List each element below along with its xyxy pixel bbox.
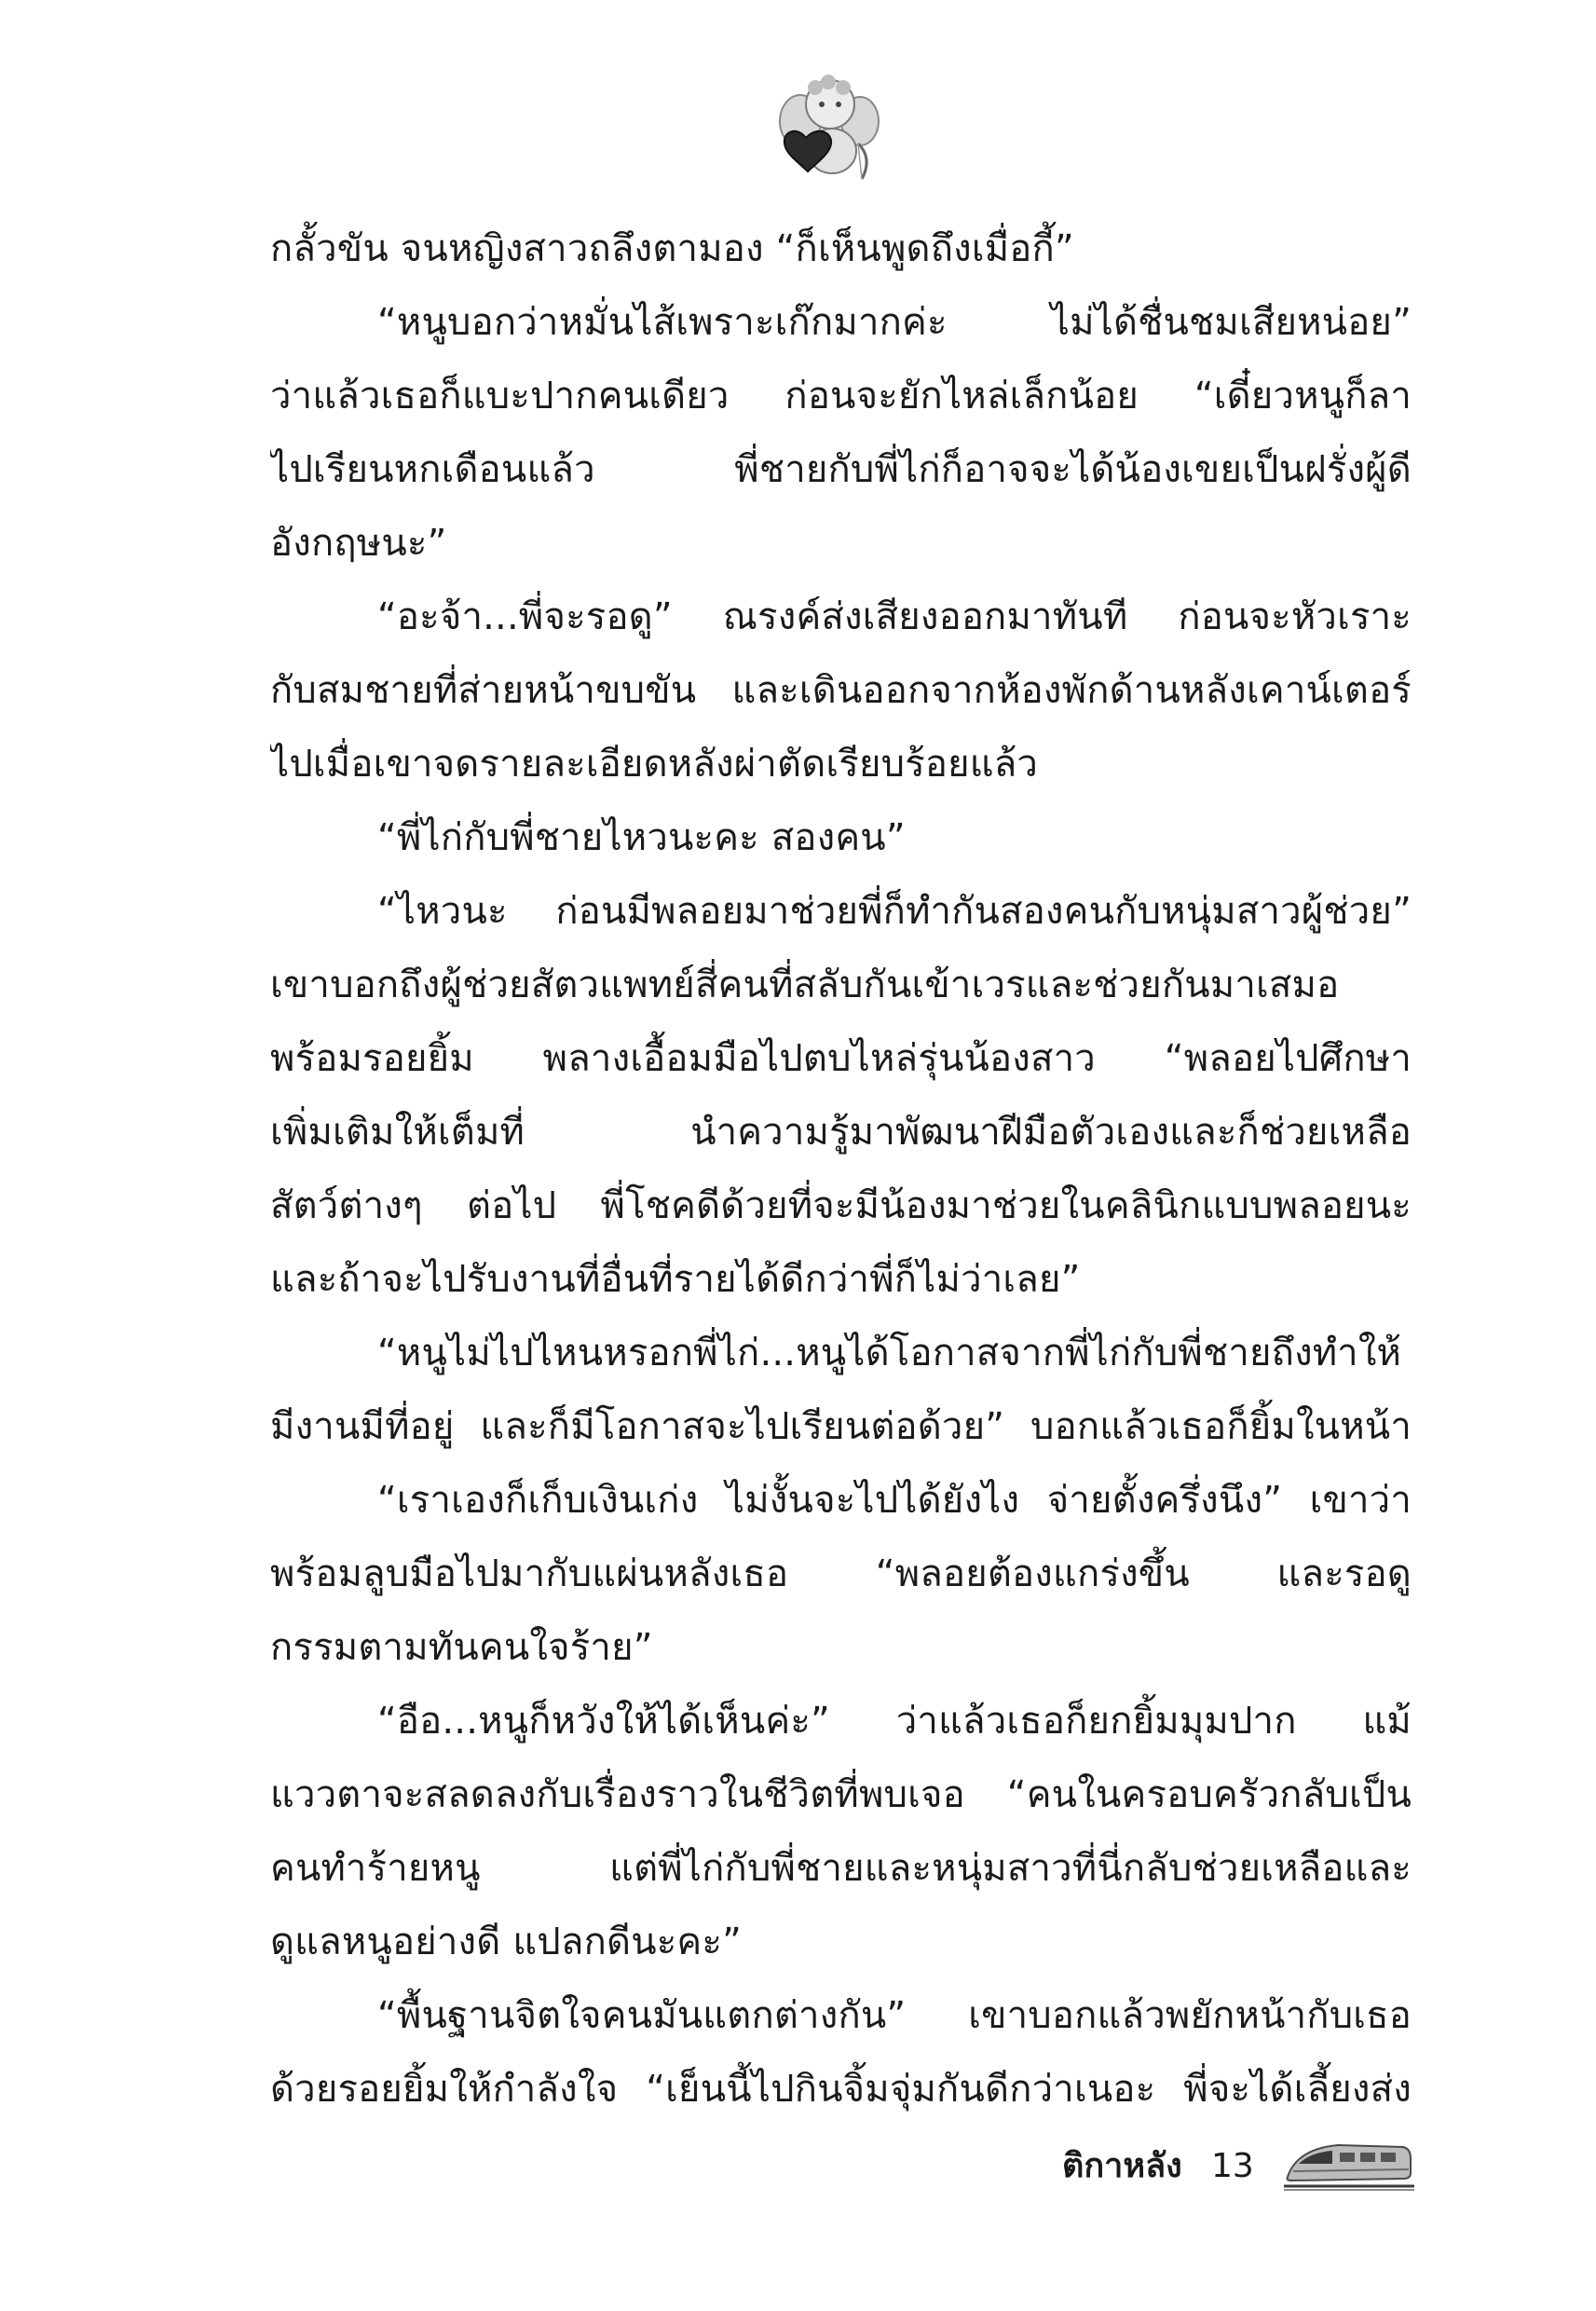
book-title: ติกาหลัง <box>1062 2147 1182 2185</box>
text-line: “หนูไม่ไปไหนหรอกพี่ไก่...หนูได้โอกาสจากพี่ไก่กับพี่ชายถึงทำให้ <box>377 1332 1402 1374</box>
text-line: อังกฤษนะ” <box>270 522 447 565</box>
text-line: ดูแลหนูอย่างดี แปลกดีนะคะ” <box>270 1921 742 1963</box>
text-line: ว่าแล้วเธอก็แบะปากคนเดียว ก่อนจะยักไหล่เล็กน้อย “เดี๋ยวหนูก็ลา <box>270 375 1412 417</box>
text-line: พร้อมรอยยิ้ม พลางเอื้อมมือไปตบไหล่รุ่นน้องสาว “พลอยไปศึกษา <box>270 1037 1412 1080</box>
page-number: 13 <box>1211 2147 1254 2185</box>
text-line: เพิ่มเติมให้เต็มที่ นำความรู้มาพัฒนาฝีมือตัวเองและก็ช่วยเหลือ <box>270 1111 1412 1154</box>
text-line: เขาบอกถึงผู้ช่วยสัตวแพทย์สี่คนที่สลับกันเข้าเวรและช่วยกันมาเสมอ <box>270 964 1340 1006</box>
text-line: สัตว์ต่างๆ ต่อไป พี่โชคดีด้วยที่จะมีน้องมาช่วยในคลินิกแบบพลอยนะ <box>270 1184 1412 1227</box>
text-line: คนทำร้ายหนู แต่พี่ไก่กับพี่ชายและหนุ่มสาวที่นี่กลับช่วยเหลือและ <box>270 1847 1412 1890</box>
text-line: “เราเองก็เก็บเงินเก่ง ไม่งั้นจะไปได้ยังไง จ่ายตั้งครึ่งนึง” เขาว่า <box>377 1479 1412 1522</box>
text-line: กรรมตามทันคนใจร้าย” <box>270 1626 653 1669</box>
text-line: พร้อมลูบมือไปมากับแผ่นหลังเธอ “พลอยต้องแกร่งขึ้น และรอดู <box>270 1552 1412 1595</box>
text-line: และถ้าจะไปรับงานที่อื่นที่รายได้ดีกว่าพี่ก็ไม่ว่าเลย” <box>270 1258 1081 1301</box>
text-line: ด้วยรอยยิ้มให้กำลังใจ “เย็นนี้ไปกินจิ้มจุ่มกันดีกว่าเนอะ พี่จะได้เลี้ยงส่ง <box>270 2068 1412 2111</box>
text-line: มีงานมีที่อยู่ และก็มีโอกาสจะไปเรียนต่อด้วย” บอกแล้วเธอก็ยิ้มในหน้า <box>270 1405 1412 1448</box>
text-line: ไปเมื่อเขาจดรายละเอียดหลังผ่าตัดเรียบร้อยแล้ว <box>270 743 1039 786</box>
text-line: “พื้นฐานจิตใจคนมันแตกต่างกัน” เขาบอกแล้วพยักหน้ากับเธอ <box>377 1994 1412 2037</box>
text-line: “อือ...หนูก็หวังให้ได้เห็นค่ะ” ว่าแล้วเธอก็ยกยิ้มมุมปาก แม้ <box>377 1700 1412 1743</box>
text-line: “พี่ไก่กับพี่ชายไหวนะคะ สองคน” <box>377 816 906 859</box>
body-text <box>270 212 1412 2151</box>
text-line: “อะจ้า...พี่จะรอดู” ณรงค์ส่งเสียงออกมาทันที ก่อนจะหัวเราะ <box>377 595 1412 638</box>
text-line: กับสมชายที่ส่ายหน้าขบขัน และเดินออกจากห้องพักด้านหลังเคาน์เตอร์ <box>270 669 1412 712</box>
text-line: กลั้วขัน จนหญิงสาวถลึงตามอง “ก็เห็นพูดถึงเมื่อกี้” <box>270 227 1074 270</box>
text-line: แววตาจะสลดลงกับเรื่องราวในชีวิตที่พบเจอ “คนในครอบครัวกลับเป็น <box>270 1773 1412 1816</box>
cupid-heart-icon <box>769 65 890 186</box>
text-line: “หนูบอกว่าหมั่นไส้เพราะเก๊กมากค่ะ ไม่ได้ชื่นชมเสียหน่อย” <box>377 301 1412 344</box>
text-line: “ไหวนะ ก่อนมีพลอยมาช่วยพี่ก็ทำกันสองคนกับหนุ่มสาวผู้ช่วย” <box>377 890 1412 933</box>
text-line: ไปเรียนหกเดือนแล้ว พี่ชายกับพี่ไก่ก็อาจจะได้น้องเขยเป็นฝรั่งผู้ดี <box>270 448 1412 491</box>
